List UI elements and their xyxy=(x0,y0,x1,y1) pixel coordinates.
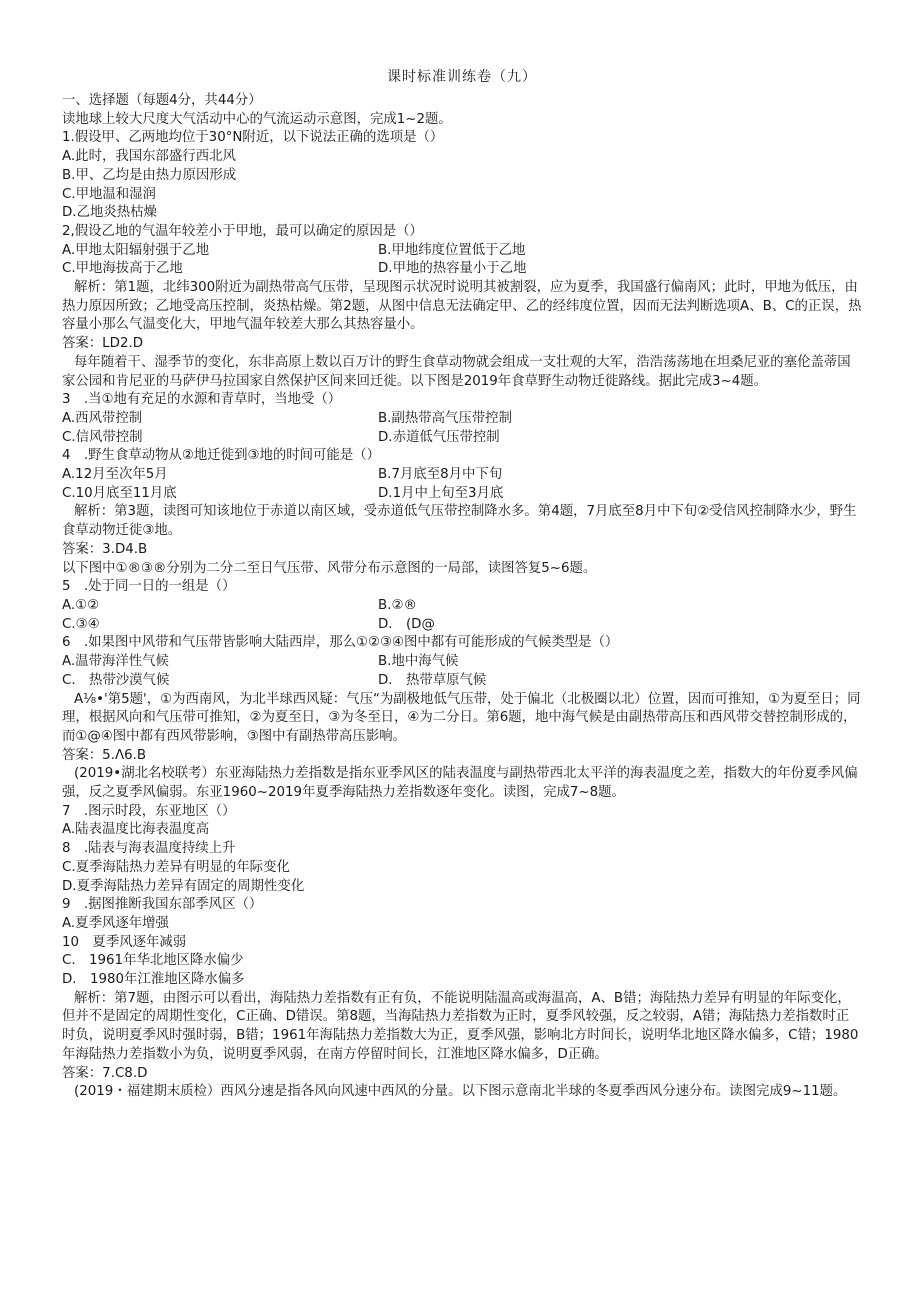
question-1-stem: 1.假设甲、乙两地均位于30°N附近，以下说法正确的选项是（） xyxy=(62,130,444,146)
question-2-option-c: C.甲地海拔高于乙地 xyxy=(62,261,183,277)
question-5-option-d: D. (D@ xyxy=(378,616,435,632)
question-2-options-row-1 xyxy=(62,242,862,261)
question-5-option-a: A.①② xyxy=(62,597,100,613)
answer-q3-4: 答案：3.D4.B xyxy=(62,541,148,557)
question-8-option-c: C. 1961年华北地区降水偏少 xyxy=(62,953,244,969)
question-3-option-d: D.赤道低气压带控制 xyxy=(378,429,500,445)
analysis-q7-8: 解析：第7题，由图示可以看出，海陆热力差指数有正有负，不能说明陆温高或海温高，A、B错；海陆热力差异有明显的年际变化，但并不是固定的周期性变化，C正确、D错误。第8题，当海陆热力差指数为正时，夏季风较强，反之较弱，A错；海陆热力差指数时正时负，说明夏季风时强时弱，B错；1961年海陆热力差指数大为正，夏季风强，影响北方时间长，说明华北地区降水偏多，C错；1980年海陆热力差指数小为负，说明夏季风弱，在南方停留时间长，江淮地区降水偏多，D正确。 xyxy=(62,990,859,1062)
question-6-option-b: B.地中海气候 xyxy=(378,654,459,670)
question-6-stem: 6 .如果图中风带和气压带皆影响大陆西岸，那么①②③④图中都有可能形成的气候类型是（） xyxy=(62,635,619,651)
question-6-option-a: A.温带海洋性气候 xyxy=(62,654,169,670)
analysis-q5-6: A⅛•'第5题'，①为西南风，为北半球西风疑：气压“为副极地低气压带，处于偏北（北极圈以北）位置，因而可推知，①为夏至日；同理，根据风向和气压带可推知，②为夏至日，③为冬至日，④为二分日。第6题，地中海气候是由副热带高压和西风带交替控制形成的，而①@④图中都有西风带影响，③图中有副热带高压影响。 xyxy=(62,691,861,744)
question-2-stem: 2,假设乙地的气温年较差小于甲地，最可以确定的原因是（） xyxy=(62,223,423,239)
question-3-stem: 3 .当①地有充足的水源和青草时，当地受（） xyxy=(62,392,342,408)
question-7-option-d: D.夏季海陆热力差异有固定的周期性变化 xyxy=(62,878,305,894)
question-5-option-b: B.②® xyxy=(378,597,417,613)
intro-q5-6: 以下图中①®③®分别为二分二至日气压带、风带分布示意图的一局部，读图答复5~6题。 xyxy=(62,560,597,576)
intro-q3-4: 每年随着干、湿季节的变化，东非高原上数以百万计的野生食草动物就会组成一支壮观的大军，浩浩荡荡地在坦桑尼亚的塞伦盖蒂国家公园和肯尼亚的马萨伊马拉国家自然保护区间来回迁徙。以下图是2019年食草野生动物迁徙路线。据此完成3~4题。 xyxy=(62,354,851,389)
question-4-option-b: B.7月底至8月中下旬 xyxy=(378,467,503,483)
question-8-option-b: 10 夏季风逐年减弱 xyxy=(62,934,187,950)
answer-q1-2: 答案：LD2.D xyxy=(62,336,144,352)
question-3-options-row-2 xyxy=(62,429,862,448)
question-3-option-b: B.副热带高气压带控制 xyxy=(378,410,512,426)
question-8-option-d: D. 1980年江淮地区降水偏多 xyxy=(62,972,245,988)
question-4-options-row-1 xyxy=(62,466,862,485)
section-heading: 一、选择题（每题4分，共44分） xyxy=(62,93,262,108)
question-4-stem: 4 .野生食草动物从②地迁徙到③地的时间可能是（） xyxy=(62,448,380,464)
question-8-stem: 9 .据图推断我国东部季风区（） xyxy=(62,897,263,913)
question-3-option-c: C.信风带控制 xyxy=(62,429,143,445)
answer-q7-8: 答案：7.C8.D xyxy=(62,1065,148,1081)
question-2-options-row-2 xyxy=(62,260,862,279)
question-4-option-d: D.1月中上旬至3月底 xyxy=(378,485,504,501)
worksheet-page xyxy=(62,0,862,1102)
answer-q5-6: 答案：5.Λ6.B xyxy=(62,747,147,763)
question-4-options-row-2 xyxy=(62,485,862,504)
question-6-option-c: C. 热带沙漠气候 xyxy=(62,672,170,688)
question-5-options-row-2 xyxy=(62,616,862,635)
question-8-option-a: A.夏季风逐年增强 xyxy=(62,915,169,931)
question-6-options-row-1 xyxy=(62,653,862,672)
question-7-stem: 7 .图示时段，东亚地区（） xyxy=(62,803,236,819)
intro-q9-11: (2019・福建期末质检）西风分速是指各风向风速中西风的分量。以下图示意南北半球的冬夏季西风分速分布。读图完成9~11题。 xyxy=(74,1084,847,1100)
intro-q7-8: (2019•湖北名校联考）东亚海陆热力差指数是指东亚季风区的陆表温度与副热带西北太平洋的海表温度之差，指数大的年份夏季风偏强，反之夏季风偏弱。东亚1960~2019年夏季海陆热力差指数逐年变化。读图，完成7~8题。 xyxy=(62,766,858,801)
question-4-option-c: C.10月底至11月底 xyxy=(62,485,177,501)
question-7-option-a: A.陆表温度比海表温度高 xyxy=(62,822,210,838)
question-3-options-row-1 xyxy=(62,410,862,429)
question-2-option-a: A.甲地太阳辐射强于乙地 xyxy=(62,242,210,258)
question-1-option-b: B.甲、乙均是由热力原因形成 xyxy=(62,167,237,183)
question-2-option-b: B.甲地纬度位置低于乙地 xyxy=(378,242,526,258)
question-1-option-c: C.甲地温和湿润 xyxy=(62,186,156,202)
question-2-option-d: D.甲地的热容量小于乙地 xyxy=(378,261,527,277)
page-title: 课时标准训练卷（九） xyxy=(387,69,537,85)
question-5-options-row-1 xyxy=(62,597,862,616)
analysis-q1-2: 解析：第1题，北纬300附近为副热带高气压带，呈现图示状况时说明其被割裂，应为夏季，我国盛行偏南风；此时，甲地为低压，由热力原因所致；乙地受高压控制，炎热枯燥。第2题，从图中信息无法确定甲、乙的经纬度位置，因而无法判断选项A、B、C的正误，热容量小那么气温变化大，甲地气温年较差大那么其热容量小。 xyxy=(62,280,862,333)
intro-q1-2: 读地球上较大尺度大气活动中心的气流运动示意图，完成1~2题。 xyxy=(62,111,452,127)
question-4-option-a: A.12月至次年5月 xyxy=(62,467,168,483)
question-3-option-a: A.西风带控制 xyxy=(62,410,143,426)
question-6-option-d: D. 热带草原气候 xyxy=(378,672,487,688)
question-5-stem: 5 .处于同一日的一组是（） xyxy=(62,579,236,595)
analysis-q3-4: 解析：第3题，读图可知该地位于赤道以南区域，受赤道低气压带控制降水多。第4题，7月底至8月中下旬②受信风控制降水少，野生食草动物迁徙③地。 xyxy=(62,504,857,539)
question-7-option-b: 8 .陆表与海表温度持续上升 xyxy=(62,841,236,857)
question-1-option-a: A.此时，我国东部盛行西北风 xyxy=(62,149,236,165)
question-5-option-c: C.③④ xyxy=(62,616,100,632)
question-1-option-d: D.乙地炎热枯燥 xyxy=(62,205,157,221)
question-6-options-row-2 xyxy=(62,672,862,691)
question-7-option-c: C.夏季海陆热力差异有明显的年际变化 xyxy=(62,859,290,875)
